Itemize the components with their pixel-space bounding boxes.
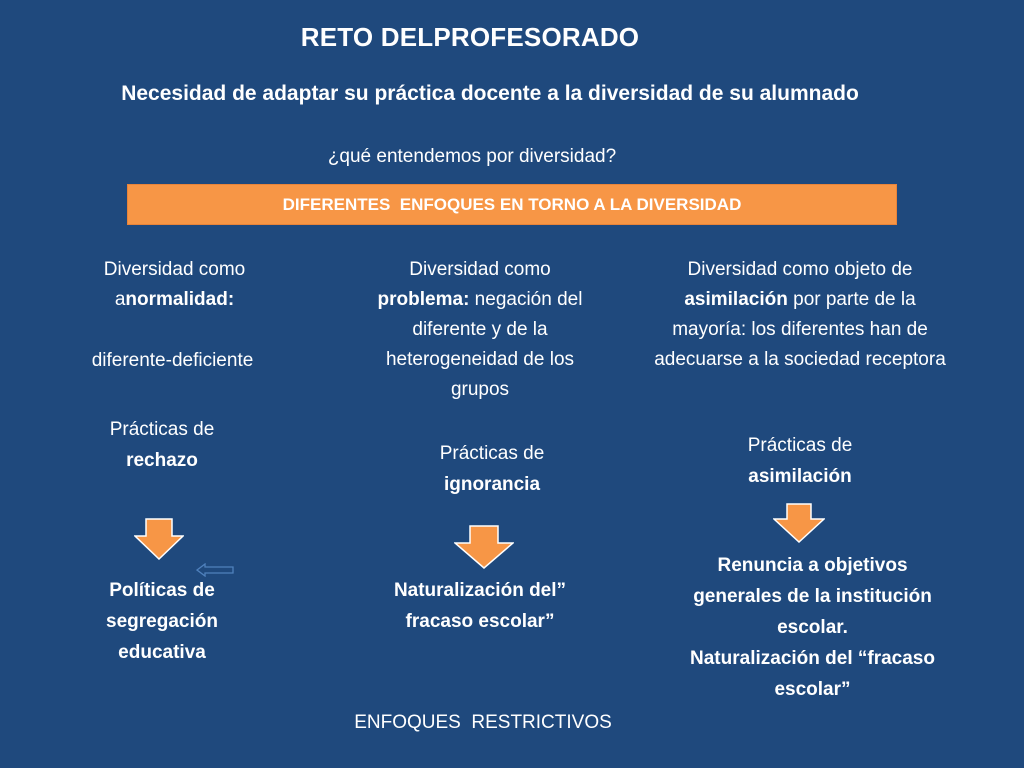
column-1-extra: diferente-deficiente (91, 350, 254, 371)
column-1-description (62, 255, 287, 315)
down-arrow-icon (454, 525, 514, 569)
column-2-desc-plain: Diversidad como (409, 259, 551, 280)
column-1-practice (62, 414, 262, 476)
column-3-desc-plain: Diversidad como objeto de (687, 259, 913, 280)
column-2-practice-plain: Prácticas de (439, 443, 545, 464)
column-3-result-1: Renuncia a objetivos generales de la institución escolar. (693, 555, 932, 638)
column-1-practice-plain: Prácticas de (109, 419, 215, 440)
slide-subtitle: Necesidad de adaptar su práctica docente a la diversidad de su alumnado (121, 82, 859, 105)
column-3-desc-rest: por parte de la mayoría: los diferentes han de adecuarse a la sociedad receptora (654, 289, 946, 370)
approaches-banner (128, 185, 896, 224)
down-arrow-icon (134, 518, 184, 560)
restrictive-approaches-label: ENFOQUES RESTRICTIVOS (354, 712, 612, 733)
column-3-practice-bold: asimilación (748, 466, 852, 487)
column-2-desc-bold: problema: (377, 289, 470, 310)
column-1-result: Políticas de segregación educativa (106, 580, 218, 663)
diversity-question: ¿qué entendemos por diversidad? (327, 146, 617, 167)
approaches-banner-label: DIFERENTES ENFOQUES EN TORNO A LA DIVERSIDAD (282, 194, 742, 214)
column-2-result: Naturalización del” fracaso escolar” (393, 580, 567, 632)
column-3-result-2: Naturalización del “fracaso escolar” (690, 648, 935, 700)
column-1-desc-plain: Diversidad como a (103, 259, 246, 310)
down-arrow-icon (773, 503, 825, 543)
column-3-practice (700, 430, 900, 492)
column-1-desc-bold: normalidad: (125, 289, 235, 310)
slide-title: RETO DELPROFESORADO (300, 22, 640, 52)
column-2-practice-bold: ignorancia (443, 474, 541, 495)
column-3-practice-plain: Prácticas de (747, 435, 853, 456)
column-2-desc-rest: negación del diferente y de la heterogeneidad de los grupos (385, 289, 583, 400)
column-3-result (690, 550, 935, 705)
column-3-desc-bold: asimilación (684, 289, 788, 310)
column-3-description (652, 255, 948, 375)
column-2-practice (392, 438, 592, 500)
column-1-practice-bold: rechazo (126, 450, 198, 471)
column-2-description (370, 255, 590, 405)
